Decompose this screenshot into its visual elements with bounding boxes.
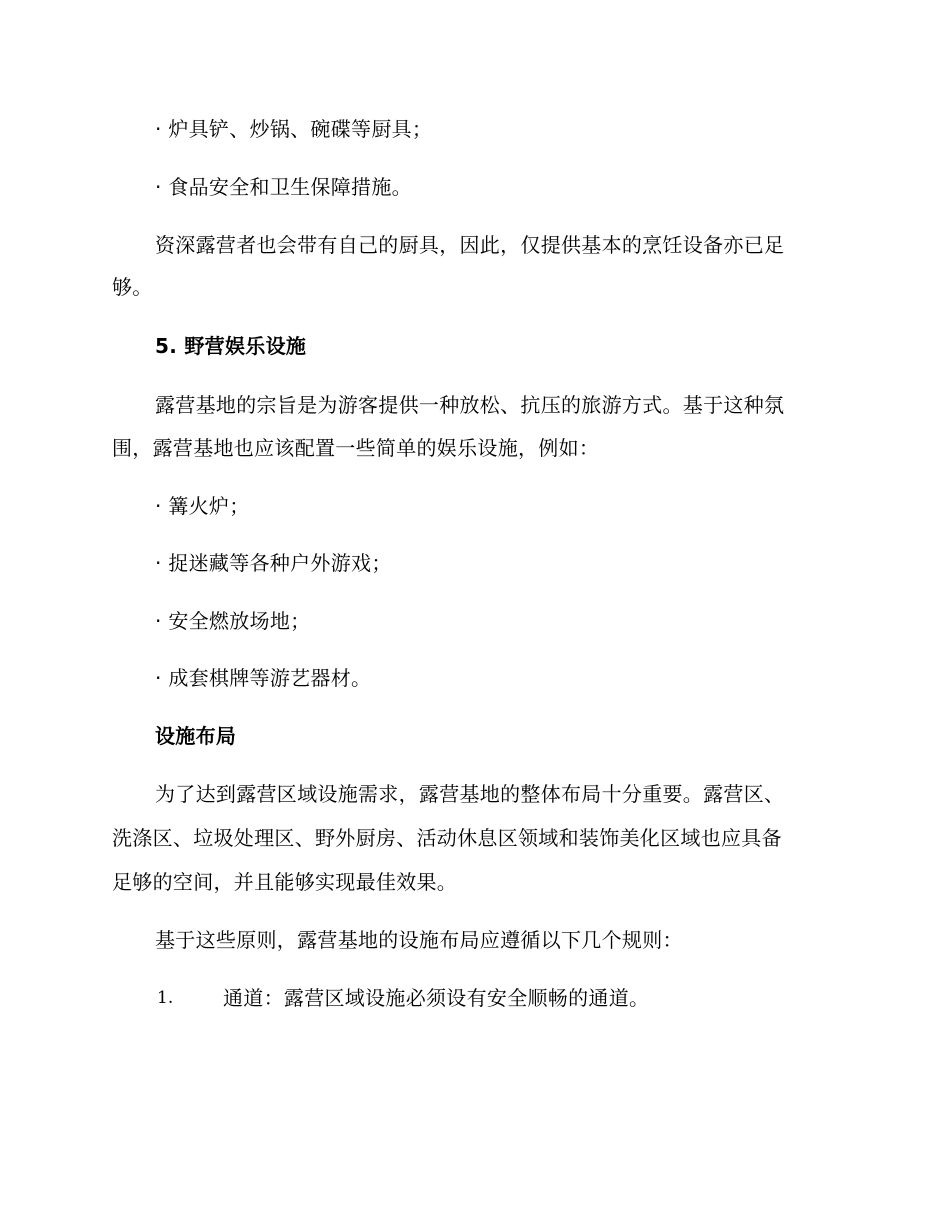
paragraph-entertainment-line-1: 露营基地的宗旨是为游客提供一种放松、抗压的旅游方式。基于这种氛 [155, 393, 785, 417]
paragraph-entertainment-line-2: 围，露营基地也应该配置一些简单的娱乐设施，例如： [112, 436, 600, 460]
paragraph-layout-line-1: 为了达到露营区域设施需求，露营基地的整体布局十分重要。露营区、 [155, 782, 785, 806]
list-item-passage: 通道：露营区域设施必须设有安全顺畅的通道。 [223, 986, 650, 1010]
paragraph-cooking-line-1: 资深露营者也会带有自己的厨具，因此，仅提供基本的烹饪设备亦已足 [155, 233, 785, 257]
paragraph-principles: 基于这些原则，露营基地的设施布局应遵循以下几个规则： [155, 928, 683, 952]
bullet-item-food-safety: · 食品安全和卫生保障措施。 [155, 175, 412, 199]
section-heading-entertainment: 5. 野营娱乐设施 [155, 334, 307, 358]
section-heading-layout: 设施布局 [155, 724, 237, 748]
bullet-item-board-games: · 成套棋牌等游艺器材。 [155, 666, 372, 690]
bullet-item-bonfire: · 篝火炉； [155, 494, 250, 518]
bullet-item-cookware: · 炉具铲、炒锅、碗碟等厨具； [155, 117, 433, 141]
paragraph-layout-line-2: 洗涤区、垃圾处理区、野外厨房、活动休息区领域和装饰美化区域也应具备 [112, 826, 782, 850]
paragraph-cooking-line-2: 够。 [112, 275, 153, 299]
list-number-marker: 1. [157, 988, 174, 1008]
bullet-item-safe-area: · 安全燃放场地； [155, 609, 311, 633]
paragraph-layout-line-3: 足够的空间，并且能够实现最佳效果。 [112, 870, 458, 894]
bullet-item-outdoor-games: · 捉迷藏等各种户外游戏； [155, 551, 392, 575]
